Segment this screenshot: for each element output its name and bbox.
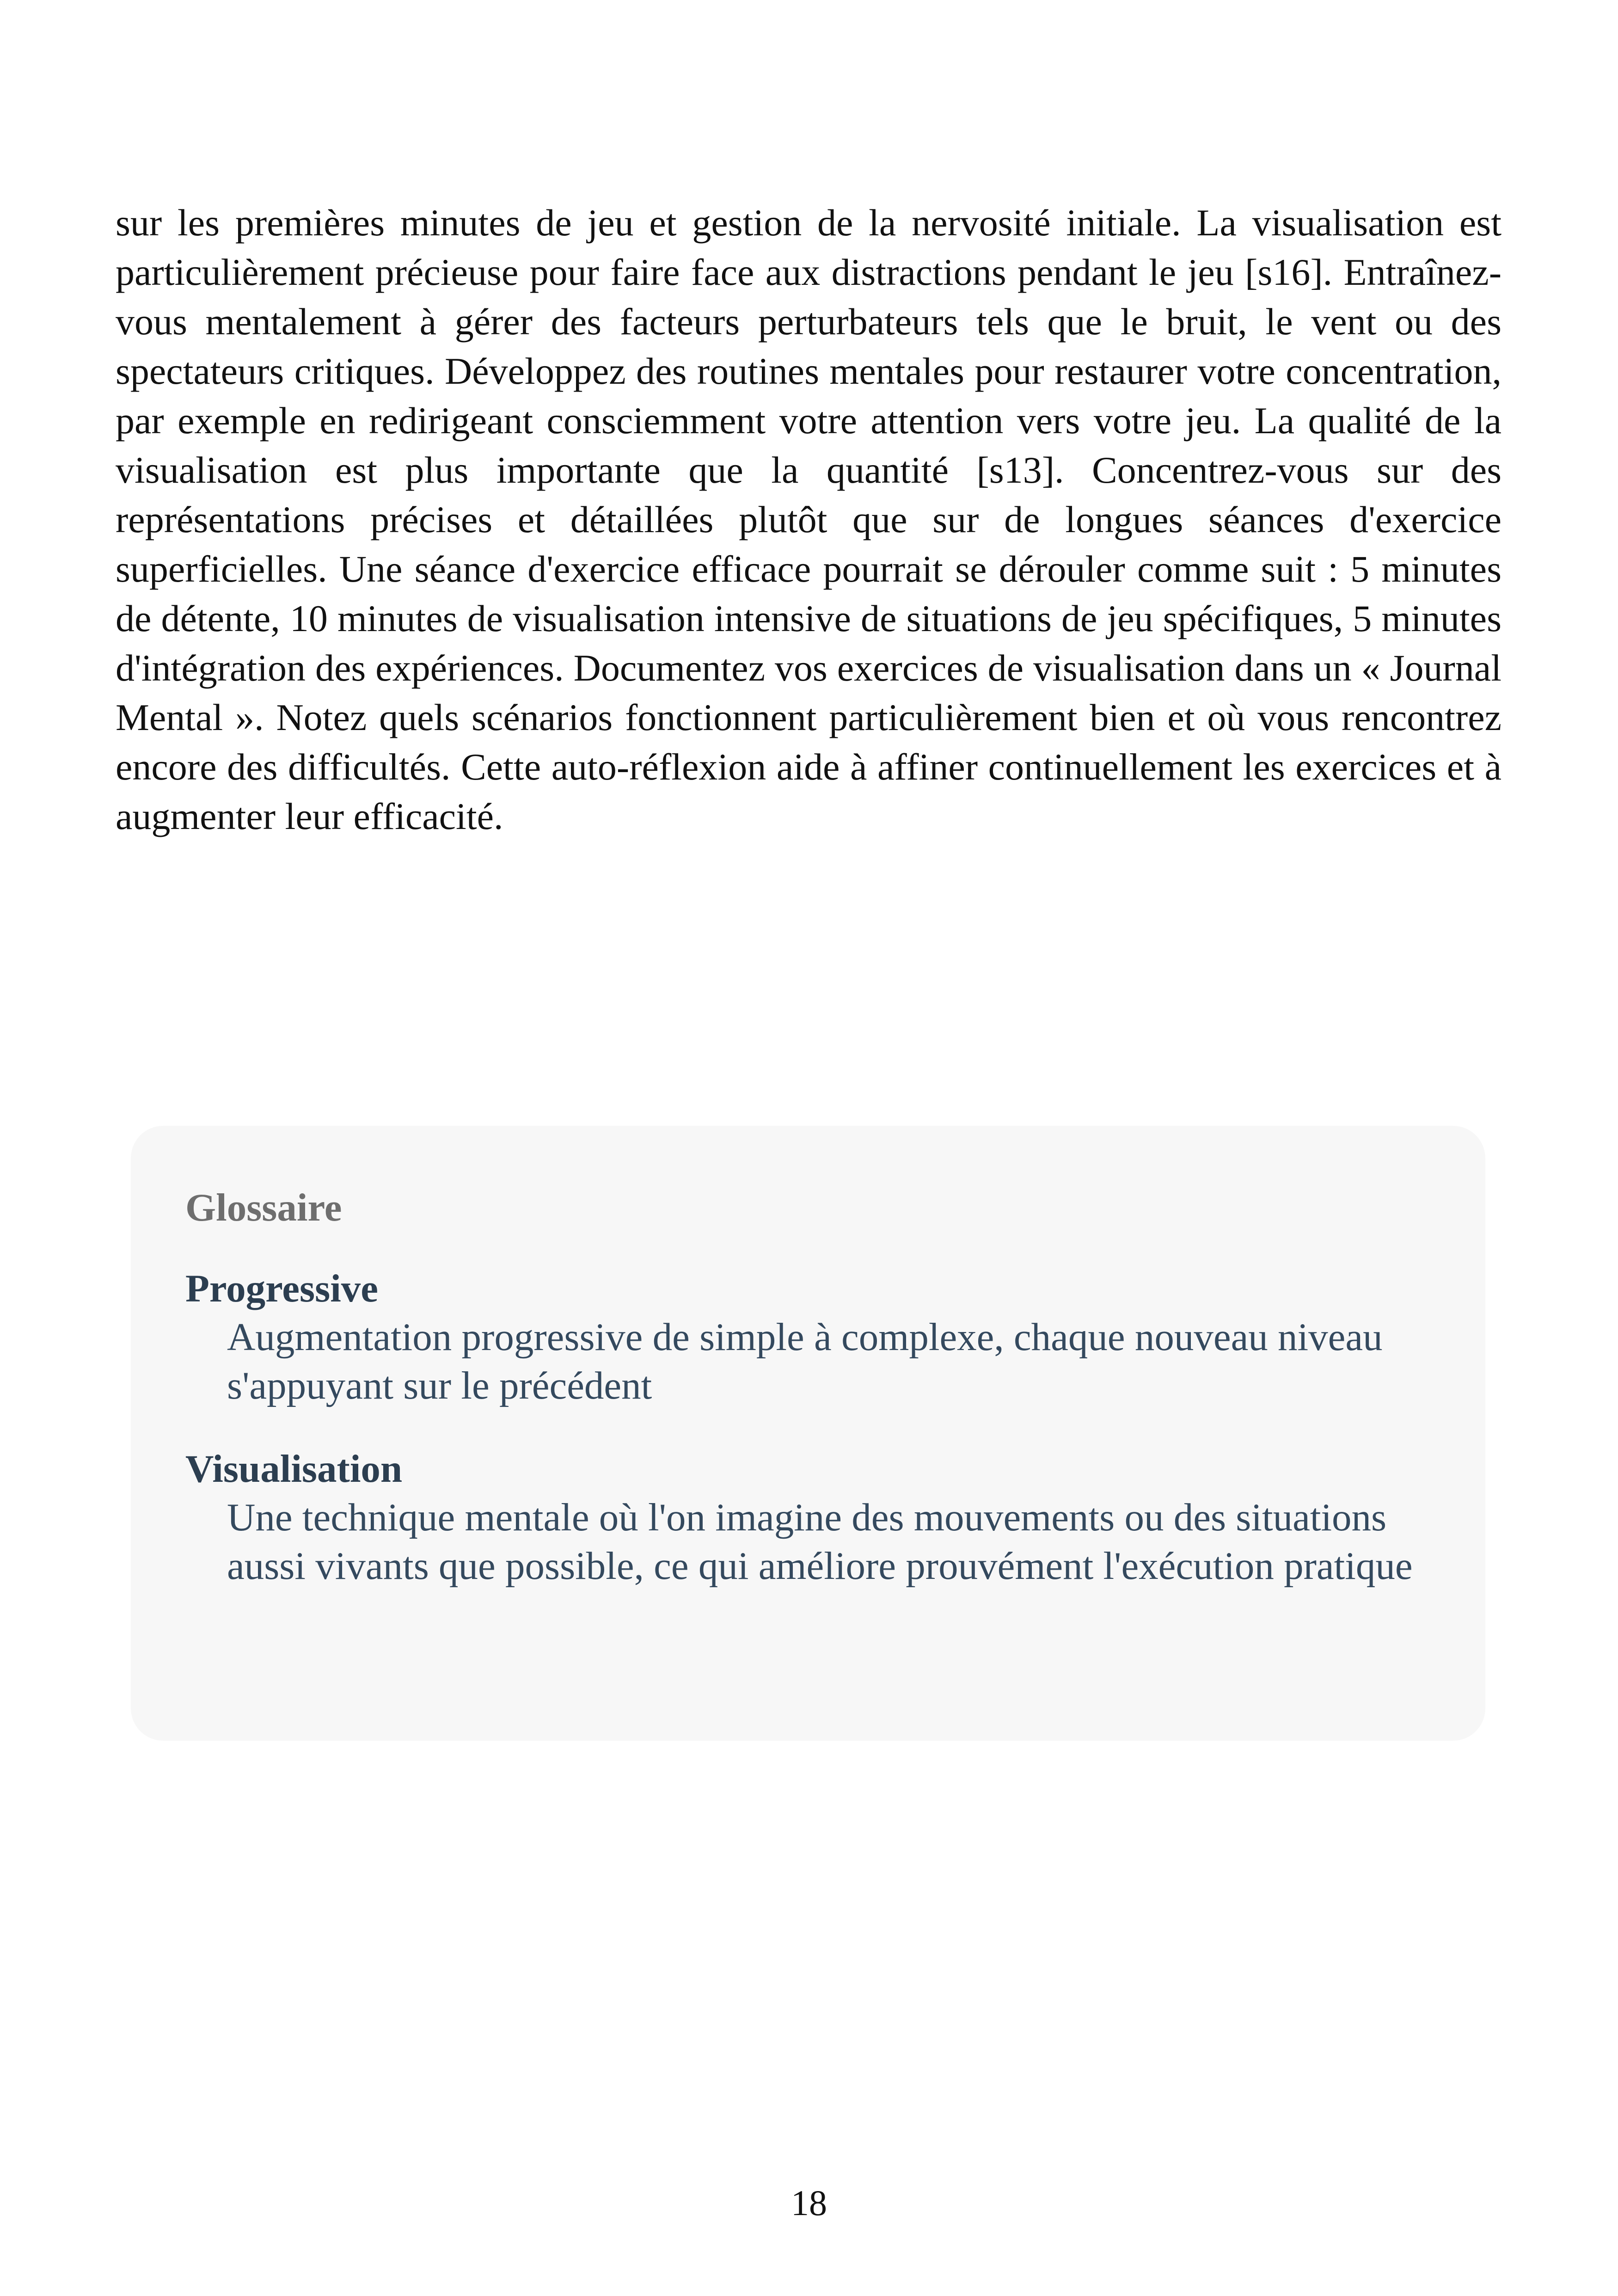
body-paragraph: sur les premières minutes de jeu et gestion de la nervosité initiale. La visualisation est particulièrement précieuse pour faire face aux distractions pendant le jeu [s16]. Entraînez-vous mentalement à gérer des facteurs perturbateurs tels que le bruit, le vent ou des spectateurs critiques. Développez des routines mentales pour restaurer votre concentration, par exemple en redirigeant consciemment votre attention vers votre jeu. La qualité de la visualisation est plus importante que la quantité [s13]. Concentrez-vous sur des représentations précises et détaillées plutôt que sur de longues séances d'exercice superficielles. Une séance d'exercice efficace pourrait se dérouler comme suit : 5 minutes de détente, 10 minutes de visualisation intensive de situations de jeu spécifiques, 5 minutes d'intégration des expériences. Documentez vos exercices de visualisation dans un « Journal Mental ». Notez quels scénarios fonctionnent particulièrement bien et où vous rencontrez encore des difficultés. Cette auto-réflexion aide à affiner continuellement les exercices et à augmenter leur efficacité.	[116, 202, 1502, 837]
page-number: 18	[791, 2183, 827, 2223]
glossary-box	[131, 1126, 1485, 1741]
glossary-entry-progressive	[185, 1265, 1431, 1410]
glossary-term: Progressive	[185, 1267, 379, 1310]
glossary-term: Visualisation	[185, 1447, 403, 1491]
glossary-title: Glossaire	[185, 1186, 342, 1229]
glossary-definition: Augmentation progressive de simple à complexe, chaque nouveau niveau s'appuyant sur le précédent	[227, 1315, 1383, 1407]
glossary-entry-visualisation	[185, 1445, 1431, 1590]
glossary-definition: Une technique mentale où l'on imagine des mouvements ou des situations aussi vivants que possible, ce qui améliore prouvément l'exécution pratique	[227, 1496, 1413, 1588]
